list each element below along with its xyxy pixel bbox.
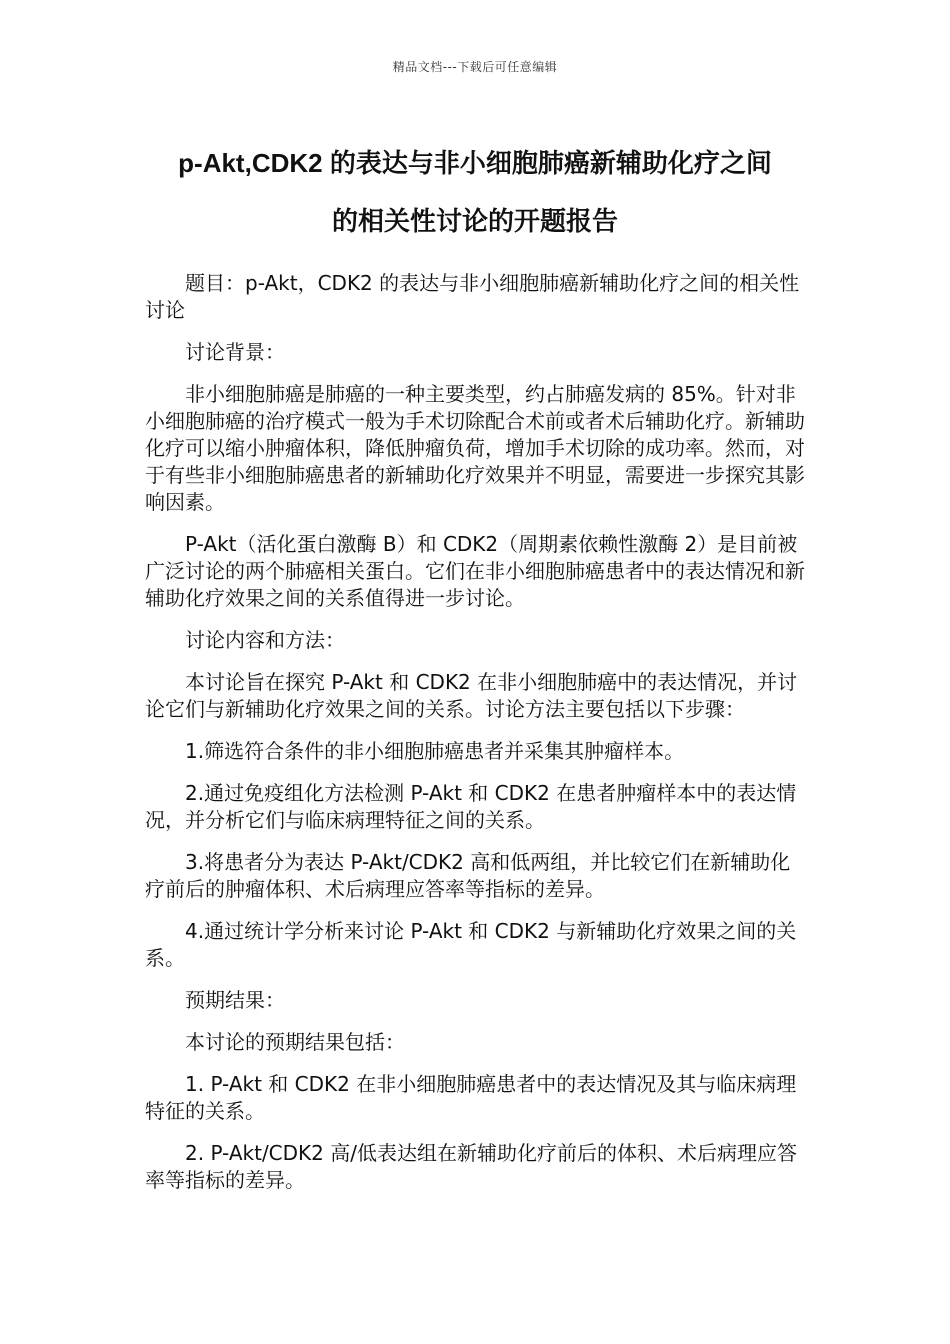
method-step-2: 2.通过免疫组化方法检测 P-Akt 和 CDK2 在患者肿瘤样本中的表达情况，并分析它们与临床病理特征之间的关系。 [145, 781, 797, 832]
title-line-2: 的相关性讨论的开题报告 [331, 206, 618, 236]
header-note: 精品文档---下载后可任意编辑 [392, 60, 558, 74]
method-step-1: 1.筛选符合条件的非小细胞肺癌患者并采集其肿瘤样本。 [185, 739, 685, 763]
heading-methods: 讨论内容和方法： [185, 628, 345, 652]
heading-background: 讨论背景： [185, 340, 285, 364]
document-body [145, 270, 805, 1209]
document-title [120, 134, 830, 250]
method-step-3: 3.将患者分为表达 P-Akt/CDK2 高和低两组，并比较它们在新辅助化疗前后的肿瘤体积、术后病理应答率等指标的差异。 [145, 850, 791, 901]
paragraph-proteins: P-Akt（活化蛋白激酶 B）和 CDK2（周期素依赖性激酶 2）是目前被广泛讨论的两个肺癌相关蛋白。它们在非小细胞肺癌患者中的表达情况和新辅助化疗效果之间的关系值得进一步讨论。 [145, 532, 805, 610]
paragraph-results-intro: 本讨论的预期结果包括： [185, 1030, 405, 1054]
heading-expected-results: 预期结果： [185, 988, 285, 1012]
title-line-1: p-Akt,CDK2 的表达与非小细胞肺癌新辅助化疗之间 [178, 148, 772, 178]
paragraph-topic: 题目：p-Akt，CDK2 的表达与非小细胞肺癌新辅助化疗之间的相关性讨论 [145, 271, 800, 322]
paragraph-methods-intro: 本讨论旨在探究 P-Akt 和 CDK2 在非小细胞肺癌中的表达情况，并讨论它们与新辅助化疗效果之间的关系。讨论方法主要包括以下步骤： [145, 670, 798, 721]
paragraph-background: 非小细胞肺癌是肺癌的一种主要类型，约占肺癌发病的 85%。针对非小细胞肺癌的治疗模式一般为手术切除配合术前或者术后辅助化疗。新辅助化疗可以缩小肿瘤体积，降低肿瘤负荷，增加手术切除的成功率。然而，对于有些非小细胞肺癌患者的新辅助化疗效果并不明显，需要进一步探究其影响因素。 [145, 382, 805, 514]
result-item-2: 2. P-Akt/CDK2 高/低表达组在新辅助化疗前后的体积、术后病理应答率等指标的差异。 [145, 1141, 797, 1192]
result-item-1: 1. P-Akt 和 CDK2 在非小细胞肺癌患者中的表达情况及其与临床病理特征的关系。 [145, 1072, 797, 1123]
method-step-4: 4.通过统计学分析来讨论 P-Akt 和 CDK2 与新辅助化疗效果之间的关系。 [145, 919, 797, 970]
